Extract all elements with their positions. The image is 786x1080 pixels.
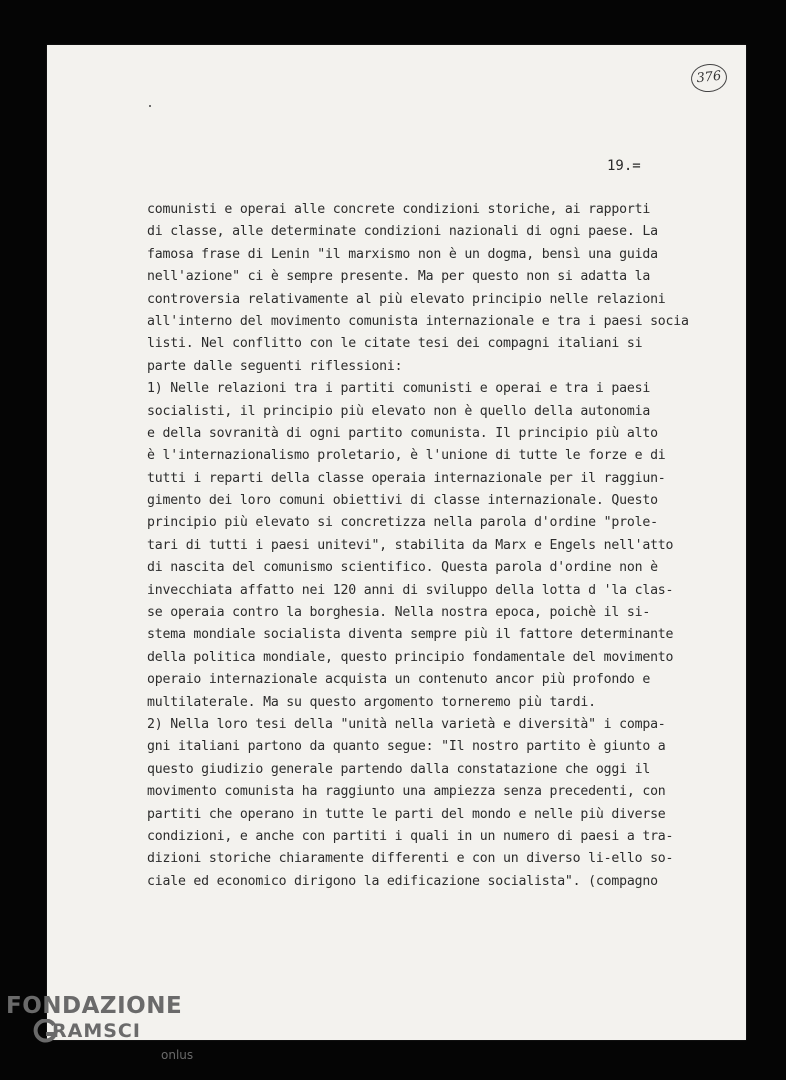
watermark-title: FONDAZIONE [6, 993, 183, 1019]
text-line: gimento dei loro comuni obiettivi di classe internazionale. Questo [147, 493, 658, 509]
text-line: all'interno del movimento comunista internazionale e tra i paesi socia [147, 313, 689, 329]
text-line: stema mondiale socialista diventa sempre più il fattore determinante [147, 627, 674, 643]
text-line: partiti che operano in tutte le parti del mondo e nelle più diverse [147, 806, 666, 822]
text-line: 2) Nella loro tesi della "unità nella varietà e diversità" i compa- [147, 716, 666, 732]
text-line: 1) Nelle relazioni tra i partiti comunisti e operai e tra i paesi [147, 381, 651, 397]
text-line: parte dalle seguenti riflessioni: [147, 358, 403, 374]
text-line: è l'internazionalismo proletario, è l'unione di tutte le forze e di [147, 448, 666, 464]
text-line: della politica mondiale, questo principio fondamentale del movimento [147, 649, 674, 665]
text-line: di classe, alle determinate condizioni nazionali di ogni paese. La [147, 224, 658, 240]
text-line: invecchiata affatto nei 120 anni di sviluppo della lotta d 'la clas- [147, 582, 674, 598]
text-line: se operaia contro la borghesia. Nella nostra epoca, poichè il si- [147, 605, 651, 621]
text-line: nell'azione" ci è sempre presente. Ma per questo non si adatta la [147, 269, 651, 285]
text-line: controversia relativamente al più elevato principio nelle relazioni [147, 291, 666, 307]
text-line: ciale ed economico dirigono la edificazione socialista". (compagno [147, 873, 658, 889]
text-line: operaio internazionale acquista un contenuto ancor più profondo e [147, 672, 651, 688]
text-line: condizioni, e anche con partiti i quali in un numero di paesi a tra- [147, 828, 674, 844]
typewritten-body [147, 199, 707, 893]
text-line: questo giudizio generale partendo dalla constatazione che oggi il [147, 761, 651, 777]
text-line: di nascita del comunismo scientifico. Questa parola d'ordine non è [147, 560, 658, 576]
text-line: dizioni storiche chiaramente differenti e con un diverso li-ello so- [147, 851, 674, 867]
archive-number-stamp: 376 [690, 62, 729, 94]
text-line: e della sovranità di ogni partito comunista. Il principio più alto [147, 425, 658, 441]
text-line: socialisti, il principio più elevato non è quello della autonomia [147, 403, 651, 419]
text-line: tutti i reparti della classe operaia internazionale per il raggiun- [147, 470, 666, 486]
fondazione-gramsci-watermark [6, 993, 196, 1073]
text-line: listi. Nel conflitto con le citate tesi dei compagni italiani si [147, 336, 643, 352]
text-line: principio più elevato si concretizza nella parola d'ordine "prole- [147, 515, 658, 531]
document-page [47, 45, 746, 1040]
page-number: 19.= [607, 158, 641, 174]
text-line: comunisti e operai alle concrete condizioni storiche, ai rapporti [147, 202, 651, 217]
text-line: famosa frase di Lenin "il marxismo non è un dogma, bensì una guida [147, 246, 658, 262]
text-line: movimento comunista ha raggiunto una ampiezza senza precedenti, con [147, 784, 666, 800]
text-line: tari di tutti i paesi unitevi", stabilita da Marx e Engels nell'atto [147, 537, 674, 553]
text-line: multilaterale. Ma su questo argomento torneremo più tardi. [147, 694, 596, 710]
watermark-subtitle: RAMSCI [52, 1020, 141, 1042]
watermark-onlus: onlus [161, 1048, 194, 1062]
paper-speck [149, 105, 151, 107]
text-line: gni italiani partono da quanto segue: "Il nostro partito è giunto a [147, 739, 666, 755]
